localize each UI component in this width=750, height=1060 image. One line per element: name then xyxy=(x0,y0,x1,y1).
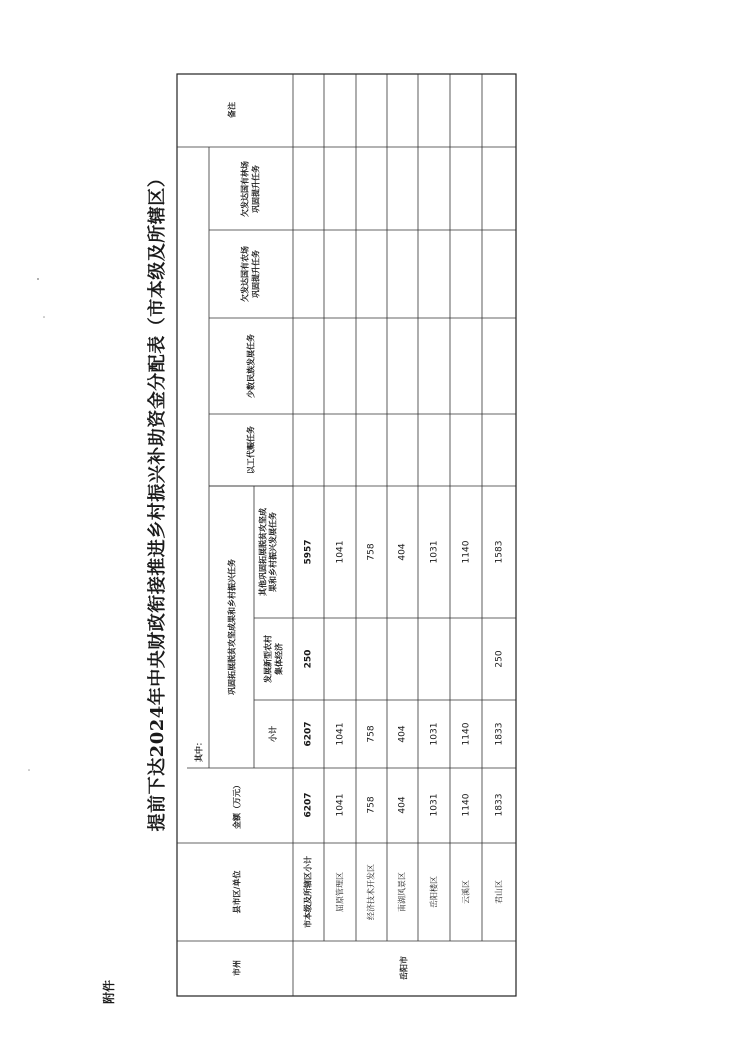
row-6-district: 君山区 xyxy=(494,880,504,904)
header-farm-line1: 欠发达国有农场 xyxy=(240,246,250,302)
header-new-collective-line2: 集体经济 xyxy=(274,643,284,675)
row-3-other-tasks: 404 xyxy=(397,543,408,561)
header-other-line2: 果和乡村振兴发展任务 xyxy=(268,512,278,592)
header-new-collective-line1: 发展新型农村 xyxy=(263,635,273,683)
scan-speck xyxy=(37,278,39,280)
row-4-amount: 1031 xyxy=(429,793,440,817)
row-2-amount: 758 xyxy=(366,796,377,814)
row-1-other-tasks: 1041 xyxy=(335,540,346,564)
header-district: 县市区/单位 xyxy=(232,870,242,914)
row-lines xyxy=(209,74,482,996)
header-work-relief: 以工代赈任务 xyxy=(246,426,256,474)
scan-speck xyxy=(43,316,45,318)
row-6-new-collective: 250 xyxy=(494,650,505,668)
header-forest-line2: 巩固提升任务 xyxy=(251,165,261,213)
header-amount: 金额（万元） xyxy=(232,781,242,829)
row-3-district: 南湖风景区 xyxy=(397,872,407,912)
header-farm-line2: 巩固提升任务 xyxy=(251,250,261,298)
row-6-amount: 1833 xyxy=(494,793,505,817)
header-subtotal: 小计 xyxy=(268,726,278,742)
attachment-label: 附件 xyxy=(102,979,116,1004)
row-6-other-tasks: 1583 xyxy=(494,540,505,564)
header-forest-line1: 欠发达国有林场 xyxy=(240,161,250,217)
city-cell: 岳阳市 xyxy=(399,956,409,980)
row-2-subtotal: 758 xyxy=(366,725,377,743)
row-5-amount: 1140 xyxy=(461,793,472,817)
header-other-line1: 其他巩固拓展脱贫攻坚成 xyxy=(258,508,268,596)
row-6-subtotal: 1833 xyxy=(494,722,505,746)
scan-speck xyxy=(28,769,30,771)
row-1-district: 屈原管理区 xyxy=(335,872,345,912)
header-city: 市州 xyxy=(232,960,242,976)
row-0-other-tasks: 5957 xyxy=(303,539,314,565)
header-of-which: 其中： xyxy=(194,738,204,762)
row-4-district: 岳阳楼区 xyxy=(429,876,439,908)
table-rows xyxy=(303,539,505,928)
table-border xyxy=(177,74,516,996)
header-remarks: 备注 xyxy=(227,102,237,118)
row-3-amount: 404 xyxy=(397,796,408,814)
row-0-subtotal: 6207 xyxy=(303,721,314,747)
row-0-amount: 6207 xyxy=(303,792,314,818)
row-0-district: 市本级及所辖区小计 xyxy=(303,856,313,928)
document-title: 提前下达2024年中央财政衔接推进乡村振兴补助资金分配表（市本级及所辖区） xyxy=(147,168,168,832)
header-minority: 少数民族发展任务 xyxy=(246,334,256,398)
row-5-other-tasks: 1140 xyxy=(461,540,472,564)
row-5-subtotal: 1140 xyxy=(461,722,472,746)
row-1-amount: 1041 xyxy=(335,793,346,817)
row-2-other-tasks: 758 xyxy=(366,543,377,561)
row-0-new-collective: 250 xyxy=(303,649,314,669)
row-1-subtotal: 1041 xyxy=(335,722,346,746)
row-4-other-tasks: 1031 xyxy=(429,540,440,564)
row-3-subtotal: 404 xyxy=(397,725,408,743)
row-2-district: 经济技术开发区 xyxy=(366,864,376,920)
row-4-subtotal: 1031 xyxy=(429,722,440,746)
row-5-district: 云溪区 xyxy=(461,880,471,904)
header-consolidate-group: 巩固拓展脱贫攻坚成果和乡村振兴任务 xyxy=(227,559,237,695)
